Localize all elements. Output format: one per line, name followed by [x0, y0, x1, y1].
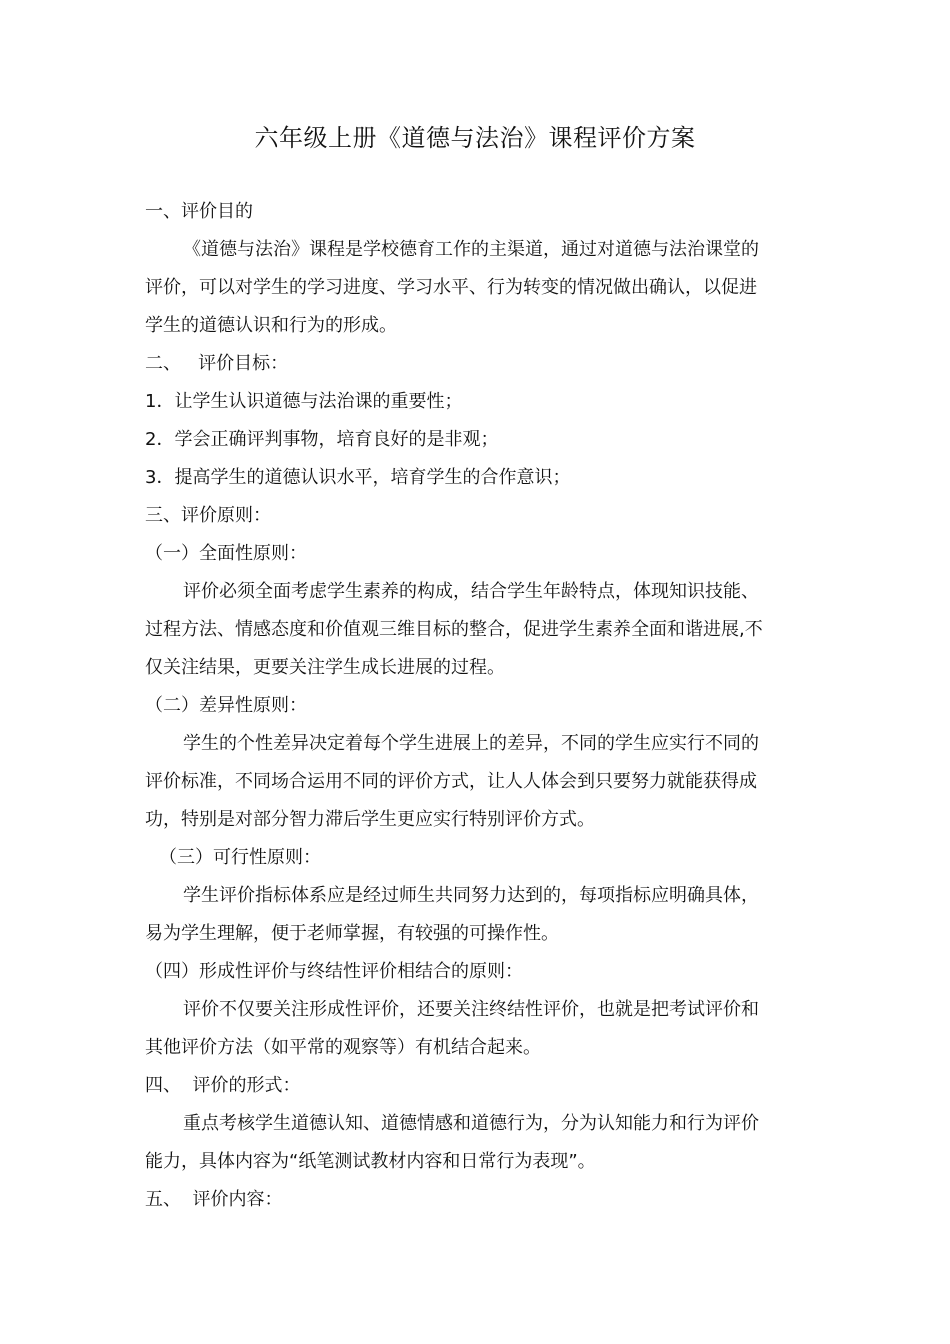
subsection-heading: （四）形成性评价与终结性评价相结合的原则：: [145, 961, 523, 982]
document-body: [145, 193, 805, 1219]
paragraph-line: 仅关注结果，更要关注学生成长进展的过程。: [145, 657, 505, 678]
subsection-heading: （三）可行性原则：: [159, 847, 321, 868]
paragraph-line: 能力，具体内容为“纸笔测试教材内容和日常行为表现”。: [145, 1151, 596, 1172]
section-heading-4: 四、 评价的形式：: [145, 1075, 301, 1096]
subsection-heading: （二）差异性原则：: [145, 695, 307, 716]
paragraph-line: 《道德与法治》课程是学校德育工作的主渠道，通过对道德与法治课堂的: [183, 239, 759, 260]
section-heading-1: 一、评价目的: [145, 201, 253, 222]
list-item: 2．学会正确评判事物，培育良好的是非观；: [145, 429, 499, 450]
list-item: 1．让学生认识道德与法治课的重要性；: [145, 391, 463, 412]
paragraph-line: 评价标准，不同场合运用不同的评价方式，让人人体会到只要努力就能获得成: [145, 771, 757, 792]
paragraph-line: 评价，可以对学生的学习进度、学习水平、行为转变的情况做出确认，以促进: [145, 277, 757, 298]
paragraph-line: 功，特别是对部分智力滞后学生更应实行特别评价方式。: [145, 809, 595, 830]
paragraph-line: 学生的道德认识和行为的形成。: [145, 315, 397, 336]
section-heading-5: 五、 评价内容：: [145, 1189, 283, 1210]
document-title: 六年级上册《道德与法治》课程评价方案: [254, 124, 696, 152]
paragraph-line: 评价不仅要关注形成性评价，还要关注终结性评价，也就是把考试评价和: [183, 999, 759, 1020]
subsection-heading: （一）全面性原则：: [145, 543, 307, 564]
paragraph-line: 过程方法、情感态度和价值观三维目标的整合，促进学生素养全面和谐进展,不: [145, 619, 763, 640]
paragraph-line: 学生的个性差异决定着每个学生进展上的差异，不同的学生应实行不同的: [183, 733, 759, 754]
section-heading-2: 二、 评价目标：: [145, 353, 289, 374]
paragraph-line: 易为学生理解，便于老师掌握，有较强的可操作性。: [145, 923, 559, 944]
list-item: 3．提高学生的道德认识水平，培育学生的合作意识；: [145, 467, 571, 488]
paragraph-line: 重点考核学生道德认知、道德情感和道德行为，分为认知能力和行为评价: [183, 1113, 759, 1134]
section-heading-3: 三、评价原则：: [145, 505, 271, 526]
paragraph-line: 其他评价方法（如平常的观察等）有机结合起来。: [145, 1037, 541, 1058]
paragraph-line: 评价必须全面考虑学生素养的构成，结合学生年龄特点，体现知识技能、: [183, 581, 759, 602]
paragraph-line: 学生评价指标体系应是经过师生共同努力达到的，每项指标应明确具体，: [183, 885, 759, 906]
